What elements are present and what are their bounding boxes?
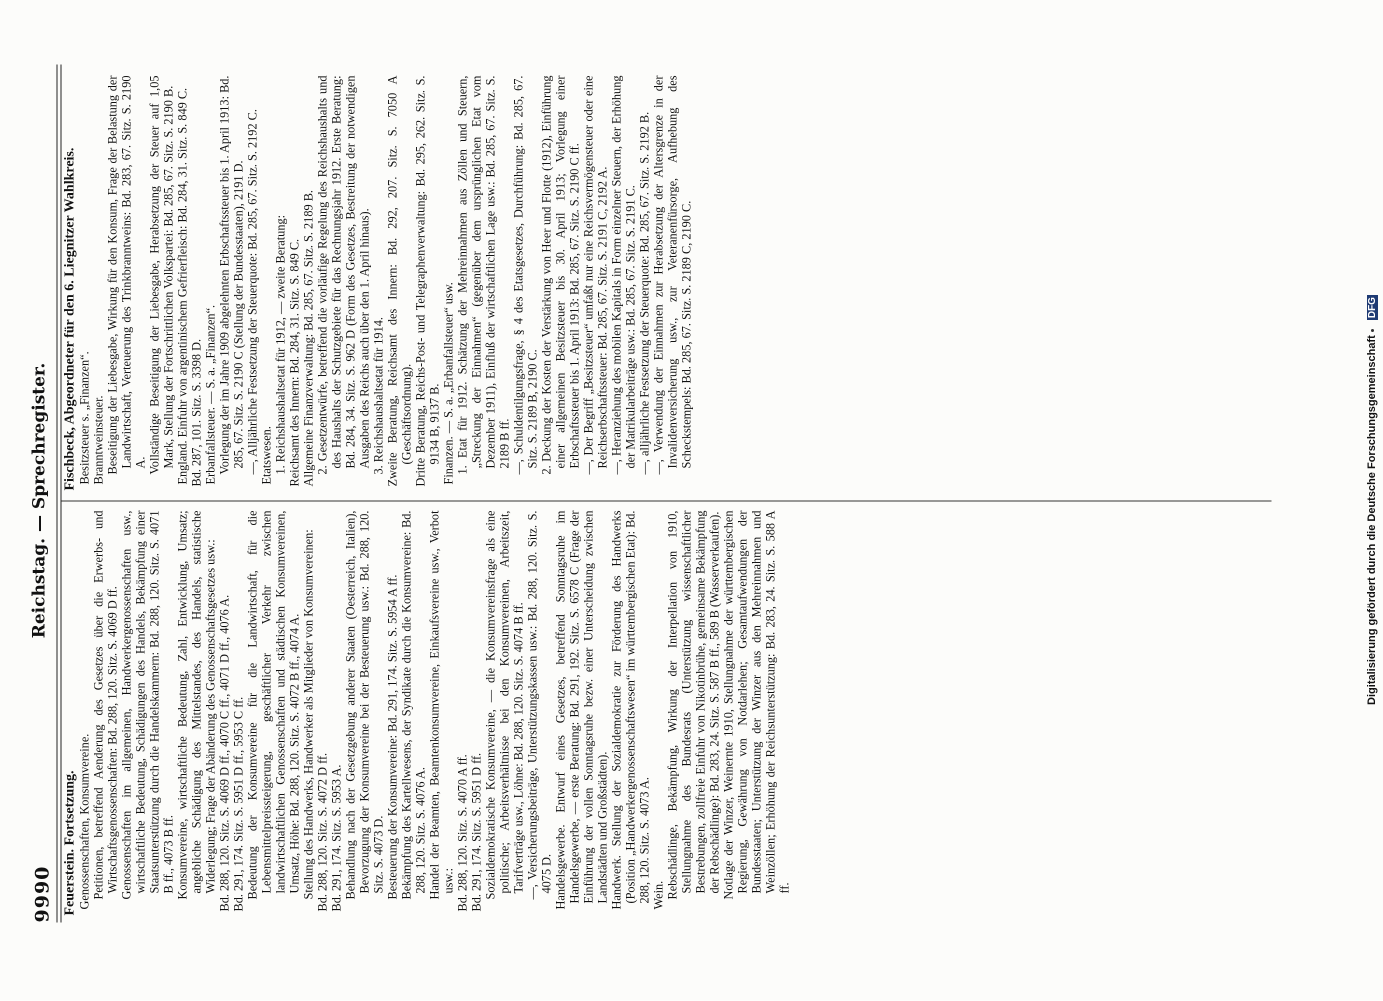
footer-credit-line: [1362, 0, 1382, 1000]
index-entry: Bd. 288, 120. Sitz. S. 4070 A ff.: [455, 754, 470, 912]
index-entry: Bd. 291, 174. Sitz. S. 5951 D ff., 5953 C ff.: [231, 696, 246, 912]
index-entry: 2. Deckung der Kosten der Verstärkung von Heer und Flotte (1912), Einführung einer allgemeinen Besitzsteuer bis 30. April 1913; Vorlegung einer Erbschaftssteuer bis 1. April 1913: Bd. 285, 67. Sitz. S. 2190 C ff.: [539, 75, 582, 475]
index-entry: Rebschädlinge, Bekämpfung, Wirkung der Interpellation von 1910, Stellungnahme des Bundesrats (Unterstützung wissenschaftlicher Bestrebungen, zollfreie Einfuhr von Nikotinbrühe, gemeinsame Bekämpfung der Rebschädlinge): Bd. 283, 24. Sitz. S. 587 B ff., 589 B (Wasserverkaufen).: [665, 510, 722, 900]
page-title: Reichstag. — Sprechregister.: [29, 362, 50, 639]
index-entry: Vorlegung der im Jahre 1909 abgelehnten Erbschaftssteuer bis 1. April 1913: Bd. 285, 67. Sitz. S. 2190 C (Stellung der Bundesstaaten), 2191 D.: [217, 75, 246, 475]
subject-heading: Erbanfallsteuer. — S. a. „Finanzen“.: [203, 304, 218, 485]
header-rule: [57, 65, 62, 923]
index-entry: Behandlung nach der Gesetzgebung anderer Staaten (Oesterreich, Italien), Bevorzugung der Konsumvereine bei der Besteuerung usw.: Bd. 288, 120. Sitz. S. 4073 D.: [343, 510, 386, 900]
index-entry: Notlage der Winzer, Weinernte 1910, Stellungnahme der württembergischen Regierung, Gewährung von Notdarlehen; Gesamtaufwendungen der Bundesstaaten; Unterstützung der Winzer aus den Mehreinnahmen und Weinzöllen; Erhöhung der Reichsunterstützung: Bd. 283, 24. Sitz. S. 588 A ff.: [721, 510, 792, 900]
index-entry: 1. Reichshaushaltsetat für 1912, — zweite Beratung:: [273, 214, 288, 475]
index-entry: Zweite Beratung, Reichsamt des Innern: Bd. 292, 207. Sitz. S. 7050 A (Geschäftsordnung).: [385, 75, 414, 487]
index-entry: —, Alljährliche Festsetzung der Steuerquote: Bd. 285, 67. Sitz. S. 2192 C.: [245, 109, 260, 475]
subject-heading: Handwerk. Stellung der Sozialdemokratie zur Förderung des Handwerks (Position „Handwerkergenossenschaftswesen“ im württembergischen Etat): Bd. 288, 120. Sitz. S. 4073 A.: [609, 510, 652, 910]
column-divider: [62, 501, 1272, 502]
page-header: [0, 1, 60, 1001]
index-entry: —, Schuldentilgungsfrage, § 4 des Etatsgesetzes, Durchführung: Bd. 285, 67. Sitz. S. 2189 B, 2190 C.: [511, 75, 540, 475]
index-entry: Handel der Beamten, Beamtenkonsumvereine, Einkaufsvereine usw., Verbot usw.:: [427, 510, 456, 900]
index-entry: Bd. 291, 174. Sitz. S. 5953 A.: [329, 764, 344, 912]
index-entry: Bd. 288, 120. Sitz. S. 4072 D ff.: [315, 752, 330, 912]
index-entry: —, alljährliche Festsetzung der Steuerquote: Bd. 285, 67. Sitz. S. 2192 B.: [637, 111, 652, 475]
index-entry: Konsumvereine, wirtschaftliche Bedeutung, Zahl, Entwicklung, Umsatz; angebliche Schädigung des Mittelstandes, des Handels, statistische Widerlegung; Frage der Abänderung des Genossenschaftsgesetzes usw.:: [175, 510, 218, 900]
subject-heading: Finanzen. — S. a. „Erbanfallsteuer“ usw.: [441, 282, 456, 485]
separator-dot: [1371, 329, 1374, 332]
subject-heading: Etatswesen.: [259, 426, 274, 485]
index-entry: 3. Reichshaushaltsetat für 1914.: [371, 317, 386, 475]
subject-heading: England. Einfuhr von argentinischem Gefrierfleisch: Bd. 284, 31. Sitz. S. 849 C.: [175, 87, 190, 485]
index-entry: Genossenschaften im allgemeinen, Handwerkergenossenschaften usw., wirtschaftliche Bedeutung, Schädigungen des Handels, Bekämpfung einer Staatsunterstützung durch die Handelskammern: Bd. 288, 120. Sitz. S. 4071 B ff., 4073 B ff.: [119, 510, 176, 900]
index-entry: Stellung des Handwerks, Handwerker als Mitglieder von Konsumvereinen:: [301, 529, 316, 900]
index-entry: Dritte Beratung, Reichs-Post- und Telegraphenverwaltung: Bd. 295, 262. Sitz. S. 9134 B, 9137 B.: [413, 75, 442, 487]
index-entry: Reichsamt des Innern: Bd. 284, 31. Sitz. S. 849 C.: [287, 238, 302, 487]
index-entry: Allgemeine Finanzverwaltung: Bd. 285, 67. Sitz. S. 2189 B.: [301, 190, 316, 487]
entry-heading: Feuerstein. Fortsetzung.: [62, 770, 78, 916]
index-entry: Besteuerung der Konsumvereine: Bd. 291, 174. Sitz. S. 5954 A ff.: [385, 574, 400, 900]
footer-credit: Digitalisierung gefördert durch die Deutsche Forschungsgemeinschaft: [1366, 335, 1378, 705]
index-entry: 1. Etat für 1912. Schätzung der Mehreinnahmen aus Zöllen und Steuern, „Streckung der Einnahmen“ (gegenüber dem ursprünglichen Etat vom Dezember 1911), Einfluß der wirtschaftlichen Lage usw.: Bd. 285, 67. Sitz. S. 2189 B ff.: [455, 75, 512, 475]
index-entry: 2. Gesetzentwürfe, betreffend die vorläufige Regelung des Reichshaushalts und des Haushalts der Schutzgebiete für das Rechnungsjahr 1912. Erste Beratung: Bd. 284, 34. Sitz. S. 962 D (Form des Gesetzes, Bestreitung der notwendigen Ausgaben des Reichs auch über den 1. April hinaus).: [315, 75, 372, 475]
index-entry: Sozialdemokratische Konsumvereine, — die Konsumvereinsfrage als eine politische; Arbeitsverhältnisse bei den Konsumvereinen, Arbeitszeit, Tarifverträge usw., Löhne: Bd. 288, 120. Sitz. S. 4074 B ff.: [483, 510, 526, 900]
subject-heading: Handelsgewerbe. Entwurf eines Gesetzes, betreffend Sonntagsruhe im Handelsgewerbe, — erste Beratung: Bd. 291, 192. Sitz. S. 6578 C (Frage der Einführung der vollen Sonntagsruhe bezw. einer Unterscheidung zwischen Landstädten und Großstädten).: [553, 510, 610, 910]
dfg-logo: DFG: [1366, 297, 1378, 319]
subject-heading: Wein.: [651, 880, 666, 910]
right-column: [64, 76, 694, 491]
index-entry: Bekämpfung des Kartellwesens, der Syndikate durch die Konsumvereine: Bd. 288, 120. Sitz. S. 4076 A.: [399, 510, 428, 900]
left-column: [64, 511, 792, 916]
index-entry: Bd. 288, 120. Sitz. S. 4069 D ff., 4070 C ff., 4071 D ff., 4076 A.: [217, 594, 232, 912]
index-entry: —, Verwendung der Einnahmen zur Herabsetzung der Altersgrenze in der Invalidenversicherung usw., zur Veteranenfürsorge, Aufhebung des Scheckstempels: Bd. 285, 67. Sitz. S. 2189 C, 2190 C.: [651, 75, 694, 475]
subject-heading: Branntweinsteuer.: [91, 395, 106, 485]
index-entry: —, Der Begriff „Besitzsteuer“ umfaßt nur eine Reichsvermögensteuer oder eine Reichserbschaftssteuer: Bd. 285, 67. Sitz. S. 2191 C, 2192 A.: [581, 75, 610, 475]
index-entry: Petitionen, betreffend Aenderung des Gesetzes über die Erwerbs- und Wirtschaftsgenossenschaften: Bd. 288, 120. Sitz. S. 4069 D ff.: [91, 510, 120, 900]
index-entry: —, Heranziehung des mobilen Kapitals in Form einzelner Steuern, der Erhöhung der Matrikularbeiträge usw.: Bd. 285, 67. Sitz. S. 2191 C.: [609, 75, 638, 475]
index-entry: Bd. 287, 101. Sitz. S. 3398 D.: [189, 338, 204, 487]
index-entry: —, Versicherungsbeiträge, Unterstützungskassen usw.: Bd. 288, 120. Sitz. S. 4075 D.: [525, 510, 554, 900]
entry-heading: Fischbeck, Abgeordneter für den 6. Liegnitzer Wahlkreis.: [62, 147, 78, 491]
digitization-footer: [1362, 0, 1382, 1000]
index-entry: Bedeutung der Konsumvereine für die Landwirtschaft, für die Lebensmittelpreissteigerung, geschäftlicher Verkehr zwischen landwirtschaftlichen Genossenschaften und städtischen Konsumvereinen, Umsatz, Höhe: Bd. 288, 120. Sitz. S. 4072 B ff., 4074 A.: [245, 510, 302, 900]
subject-heading: Genossenschaften, Konsumvereine.: [77, 733, 92, 910]
index-entry: Vollständige Beseitigung der Liebesgabe, Herabsetzung der Steuer auf 1,05 Mark, Stellung der Fortschrittlichen Volkspartei: Bd. 285, 67. Sitz. S. 2190 B.: [147, 75, 176, 475]
subject-heading: Besitzsteuer s. „Finanzen“.: [77, 351, 92, 485]
rotated-document-page: [0, 1, 1383, 1001]
index-entry: Beseitigung der Liebesgabe, Wirkung für den Konsum, Frage der Belastung der Landwirtschaft, Verteuerung des Trinkbranntweins: Bd. 283, 67. Sitz. S. 2190 A.: [105, 75, 148, 475]
page-number: 9990: [31, 865, 54, 923]
index-entry: Bd. 291, 174. Sitz. S. 5951 D ff.: [469, 752, 484, 912]
